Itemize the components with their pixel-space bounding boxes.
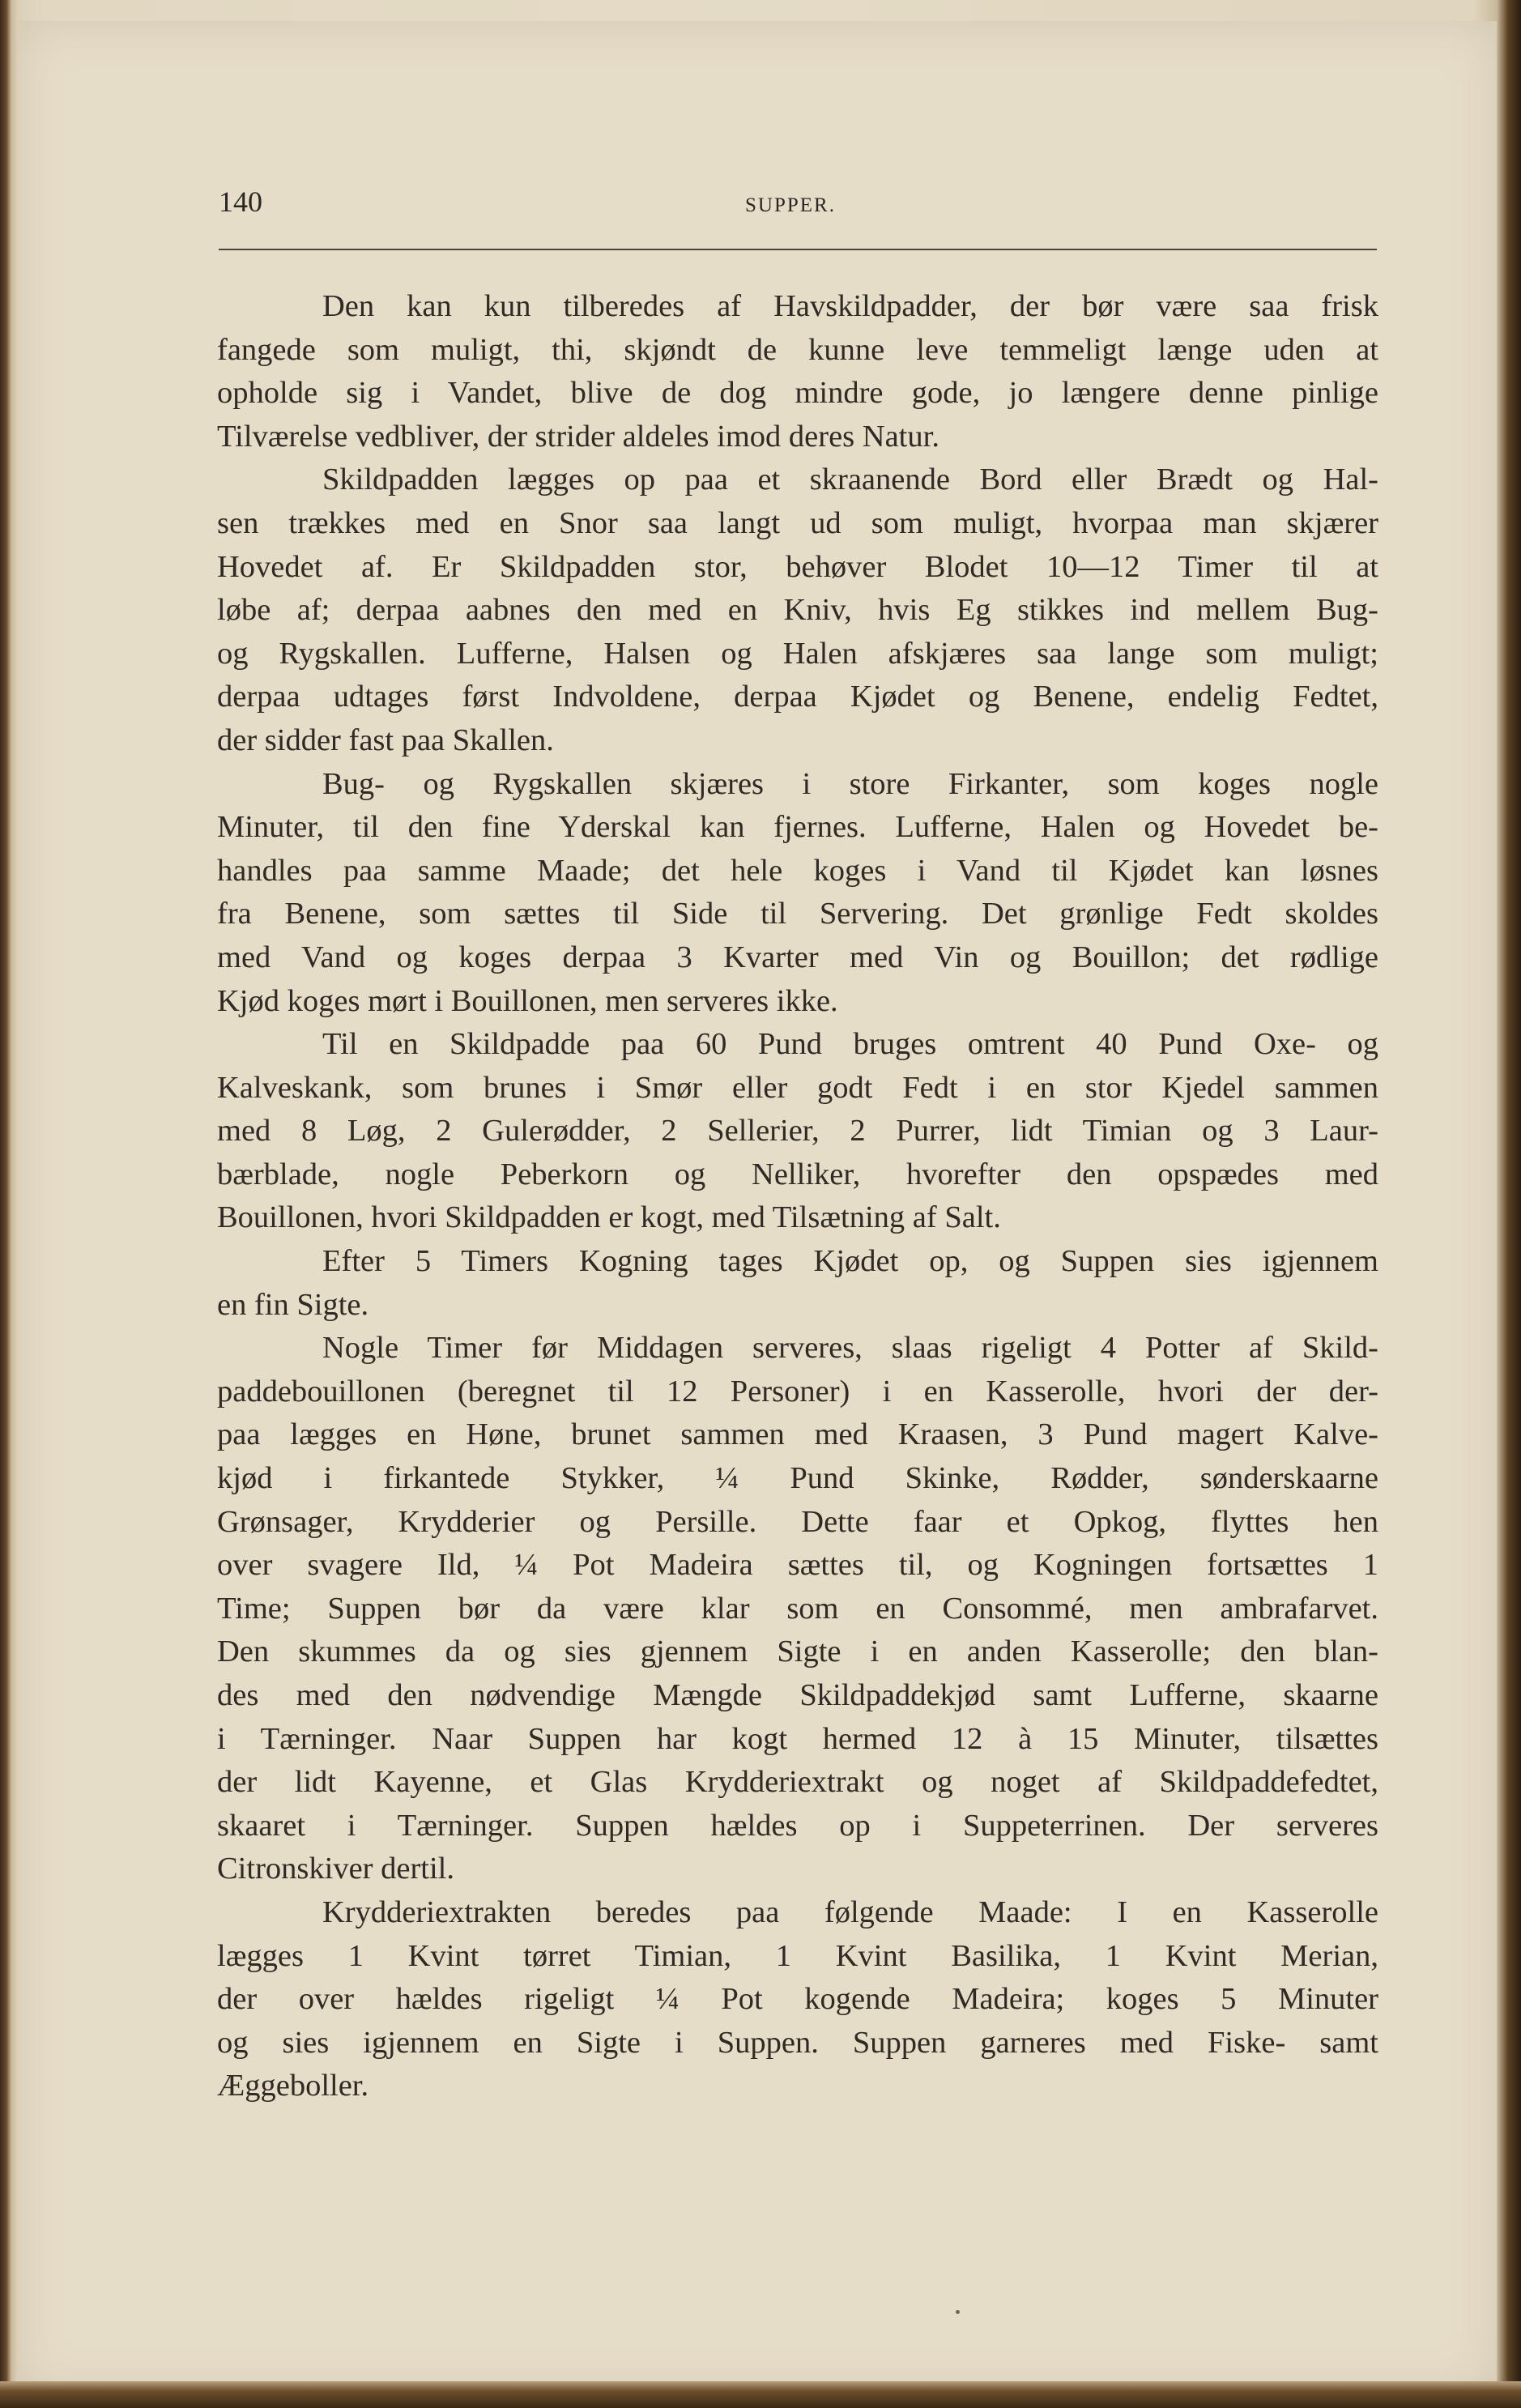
text-line: Den skummes da og sies gjennem Sigte i en anden Kasserolle; den blan- (217, 1634, 1378, 1669)
text-line: og sies igjennem en Sigte i Suppen. Suppen garneres med Fiske- samt (217, 2025, 1378, 2060)
text-line: derpaa udtages først Indvoldene, derpaa Kjødet og Benene, endelig Fedtet, (217, 680, 1378, 714)
text-line: Krydderiextrakten beredes paa følgende Maade: I en Kasserolle (322, 1894, 1378, 1929)
running-title: SUPPER. (745, 194, 836, 216)
text-line: bærblade, nogle Peberkorn og Nelliker, hvorefter den opspædes med (217, 1157, 1378, 1191)
text-line: og Rygskallen. Lufferne, Halsen og Halen afskjæres saa lange som muligt; (217, 636, 1378, 671)
text-line: Nogle Timer før Middagen serveres, slaas rigeligt 4 Potter af Skild- (322, 1331, 1378, 1366)
book-bottom-edge (0, 2381, 1521, 2408)
text-line: Time; Suppen bør da være klar som en Consommé, men ambrafarvet. (217, 1591, 1378, 1626)
text-line: fangede som muligt, thi, skjøndt de kunne leve temmeligt længe uden at (217, 332, 1378, 367)
text-line: fra Benene, som sættes til Side til Servering. Det grønlige Fedt skoldes (217, 897, 1378, 931)
text-line: Æggeboller. (217, 2069, 369, 2103)
text-line: med 8 Løg, 2 Gulerødder, 2 Sellerier, 2 Purrer, lidt Timian og 3 Laur- (217, 1114, 1378, 1149)
text-line: Hovedet af. Er Skildpadden stor, behøver Blodet 10—12 Timer til at (217, 549, 1378, 584)
text-line: Efter 5 Timers Kogning tages Kjødet op, og Suppen sies igjennem (322, 1244, 1378, 1279)
text-line: paddebouillonen (beregnet til 12 Personer) i en Kasserolle, hvori der der- (217, 1374, 1378, 1409)
text-line: Grønsager, Krydderier og Persille. Dette faar et Opkog, flyttes hen (217, 1504, 1378, 1539)
text-line: Skildpadden lægges op paa et skraanende Bord eller Brædt og Hal- (322, 462, 1378, 497)
text-line: Bouillonen, hvori Skildpadden er kogt, med Tilsætning af Salt. (217, 1200, 1001, 1235)
text-line: i Tærninger. Naar Suppen har kogt hermed 12 à 15 Minuter, tilsættes (217, 1721, 1378, 1756)
text-line: kjød i firkantede Stykker, ¼ Pund Skinke, Rødder, sønderskaarne (217, 1461, 1378, 1496)
text-line: sen trækkes med en Snor saa langt ud som muligt, hvorpaa man skjærer (217, 505, 1378, 540)
text-line: der over hældes rigeligt ¼ Pot kogende Madeira; koges 5 Minuter (217, 1982, 1378, 2017)
text-line: med Vand og koges derpaa 3 Kvarter med Vin og Bouillon; det rødlige (217, 940, 1378, 974)
text-line: Kjød koges mørt i Bouillonen, men serveres ikke. (217, 983, 838, 1018)
text-line: opholde sig i Vandet, blive de dog mindre gode, jo længere denne pinlige (217, 376, 1378, 411)
text-line: handles paa samme Maade; det hele koges i Vand til Kjødet kan løsnes (217, 853, 1378, 888)
text-line: skaaret i Tærninger. Suppen hældes op i Suppeterrinen. Der serveres (217, 1808, 1378, 1843)
text-line: Den kan kun tilberedes af Havskildpadder, der bør være saa frisk (322, 289, 1378, 323)
header-rule (219, 249, 1377, 250)
page-header (219, 185, 1377, 225)
text-line: der sidder fast paa Skallen. (217, 722, 554, 757)
text-line: Kalveskank, som brunes i Smør eller godt Fedt i en stor Kjedel sammen (217, 1070, 1378, 1105)
text-line: paa lægges en Høne, brunet sammen med Kraasen, 3 Pund magert Kalve- (217, 1417, 1378, 1452)
text-line: der lidt Kayenne, et Glas Krydderiextrakt og noget af Skildpaddefedtet, (217, 1765, 1378, 1800)
text-line: Citronskiver dertil. (217, 1852, 454, 1886)
text-line: løbe af; derpaa aabnes den med en Kniv, hvis Eg stikkes ind mellem Bug- (217, 593, 1378, 628)
page-number: 140 (219, 185, 262, 218)
ink-speck (956, 2310, 960, 2314)
text-line: Til en Skildpadde paa 60 Pund bruges omtrent 40 Pund Oxe- og (322, 1027, 1378, 1062)
text-line: over svagere Ild, ¼ Pot Madeira sættes til, og Kogningen fortsættes 1 (217, 1548, 1378, 1583)
text-line: en fin Sigte. (217, 1287, 369, 1322)
text-line: Tilværelse vedbliver, der strider aldeles imod deres Natur. (217, 419, 939, 454)
body-text (217, 285, 1378, 2108)
text-line: Minuter, til den fine Yderskal kan fjernes. Lufferne, Halen og Hovedet be- (217, 810, 1378, 845)
text-line: Bug- og Rygskallen skjæres i store Firkanter, som koges nogle (322, 766, 1378, 801)
text-line: des med den nødvendige Mængde Skildpaddekjød samt Lufferne, skaarne (217, 1678, 1378, 1712)
text-line: lægges 1 Kvint tørret Timian, 1 Kvint Basilika, 1 Kvint Merian, (217, 1938, 1378, 1973)
